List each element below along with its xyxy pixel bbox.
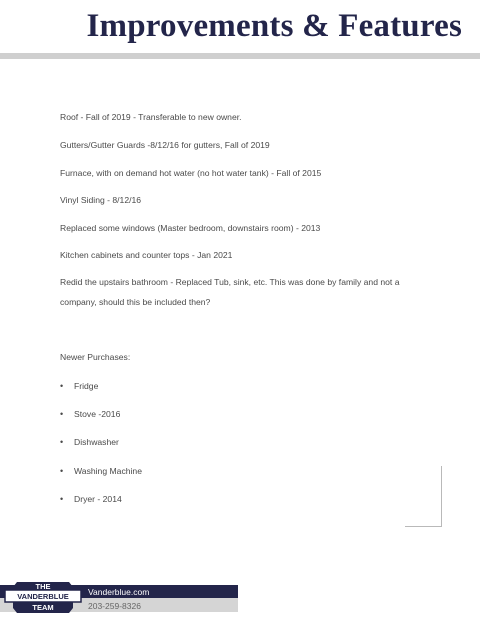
purchase-item: • Fridge (60, 381, 99, 391)
purchase-item: • Dishwasher (60, 437, 119, 447)
feature-item-bathroom-cont: company, should this be included then? (60, 297, 211, 307)
svg-text:THE: THE (35, 582, 51, 591)
page-title: Improvements & Features (86, 8, 462, 44)
feature-item-furnace: Furnace, with on demand hot water (no hot water tank) - Fall of 2015 (60, 168, 322, 178)
purchase-item: • Stove -2016 (60, 409, 121, 419)
footer-website: Vanderblue.com (88, 587, 150, 597)
svg-text:TEAM: TEAM (32, 603, 54, 612)
purchases-heading: Newer Purchases: (60, 352, 131, 362)
bullet-icon: • (60, 437, 64, 447)
footer-phone: 203-259-8326 (88, 601, 141, 611)
feature-item-roof: Roof - Fall of 2019 - Transferable to new owner. (60, 112, 242, 122)
bullet-icon: • (60, 494, 64, 504)
feature-item-siding: Vinyl Siding - 8/12/16 (60, 195, 142, 205)
feature-item-kitchen: Kitchen cabinets and counter tops - Jan 2021 (60, 250, 233, 260)
header-divider (0, 53, 480, 59)
purchase-item: • Washing Machine (60, 466, 142, 476)
bullet-icon: • (60, 381, 64, 391)
feature-item-bathroom: Redid the upstairs bathroom - Replaced Tub, sink, etc. This was done by family and not a (60, 277, 400, 287)
bullet-icon: • (60, 466, 64, 476)
feature-item-windows: Replaced some windows (Master bedroom, downstairs room) - 2013 (60, 223, 321, 233)
svg-text:VANDERBLUE: VANDERBLUE (17, 592, 69, 601)
corner-mark (405, 466, 442, 527)
vanderblue-team-logo (3, 578, 83, 616)
bullet-icon: • (60, 409, 64, 419)
feature-item-gutters: Gutters/Gutter Guards -8/12/16 for gutters, Fall of 2019 (60, 140, 270, 150)
purchase-item: • Dryer - 2014 (60, 494, 122, 504)
